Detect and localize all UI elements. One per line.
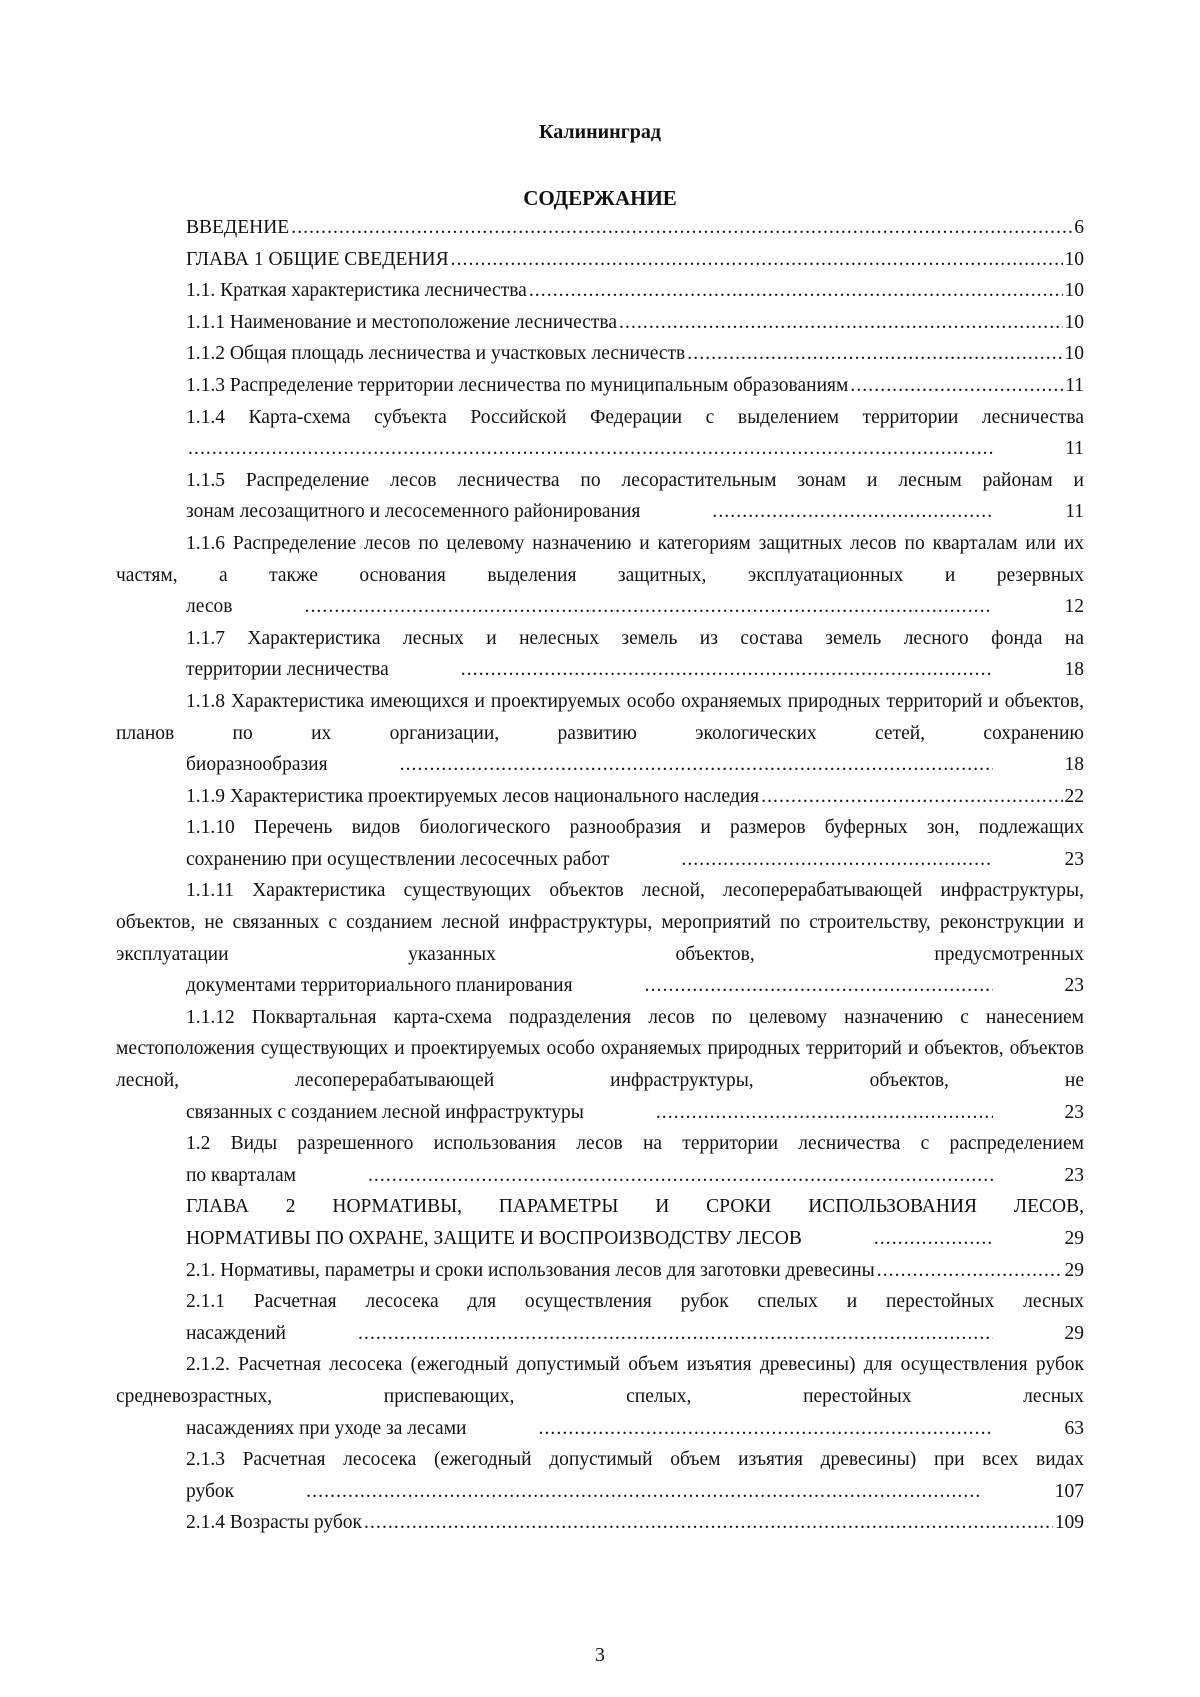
toc-entry-last-line [116, 1413, 1084, 1445]
page-number: 3 [595, 1644, 605, 1666]
toc-entry-last-line [116, 1097, 1084, 1129]
dot-leader [586, 1097, 993, 1129]
toc-entry[interactable] [116, 875, 1084, 1001]
toc-entry-label: 2.1. Нормативы, параметры и сроки использования лесов для заготовки древесины [186, 1259, 875, 1281]
table-of-contents [116, 212, 1084, 1539]
toc-entry[interactable] [116, 1191, 1084, 1254]
toc-entry[interactable] [116, 275, 1084, 307]
toc-entry-page: 10 [1064, 343, 1084, 365]
toc-title: СОДЕРЖАНИЕ [523, 186, 677, 210]
toc-entry-page: 11 [1065, 374, 1084, 396]
toc-entry-last-line [116, 1318, 1084, 1350]
toc-entry-page: 29 [1064, 1228, 1084, 1249]
toc-entry-label: биоразнообразия [186, 754, 328, 776]
dot-leader [529, 275, 1063, 307]
toc-entry-label: связанных с созданием лесной инфраструктуры [186, 1101, 584, 1123]
toc-entry-page: 109 [1054, 1512, 1084, 1534]
toc-entry-text: 1.1.12 Поквартальная карта-схема подразделения лесов по целевому назначению с нанесением местоположения существующих и проектируемых особо охраняемых природных территорий и объектов, объектов лесной, лесоперерабатывающей инфраструктуры, объектов, не [116, 1006, 1084, 1092]
toc-entry-page: 10 [1064, 311, 1084, 333]
toc-entry-page: 6 [1074, 217, 1084, 238]
toc-entry[interactable] [116, 623, 1084, 686]
toc-entry-page: 22 [1064, 785, 1084, 807]
toc-entry-label: НОРМАТИВЫ ПО ОХРАНЕ, ЗАЩИТЕ И ВОСПРОИЗВОДСТВУ ЛЕСОВ [186, 1228, 802, 1249]
toc-entry-page: 29 [1064, 1259, 1084, 1281]
dot-leader [234, 591, 992, 623]
toc-entry[interactable] [116, 402, 1084, 465]
toc-entry-last-line [116, 591, 1084, 623]
toc-entry-text: 1.1.7 Характеристика лесных и нелесных земель из состава земель лесного фонда на [186, 627, 1084, 649]
toc-entry-page: 18 [1064, 659, 1084, 681]
toc-entry[interactable] [116, 1349, 1084, 1444]
toc-entry-text: 1.1.4 Карта-схема субъекта Российской Федерации с выделением территории лесничества [186, 406, 1084, 428]
toc-entry-last-line [116, 970, 1084, 1002]
toc-entry-label: 1.1. Краткая характеристика лесничества [186, 280, 527, 302]
dot-leader [804, 1223, 993, 1255]
toc-entry-label: 1.1.1 Наименование и местоположение лесничества [186, 311, 618, 333]
toc-entry-text: 1.1.10 Перечень видов биологического разнообразия и размеров буферных зон, подлежащих [186, 817, 1084, 839]
toc-entry-label: ГЛАВА 1 ОБЩИЕ СВЕДЕНИЯ [186, 248, 449, 270]
toc-entry-page: 23 [1064, 1164, 1084, 1186]
dot-leader [687, 338, 1062, 370]
toc-entry-text: 1.1.11 Характеристика существующих объектов лесной, лесоперерабатывающей инфраструктуры, объектов, не связанных с созданием лесной инфраструктуры, мероприятий по строительству, реконструкции и эксплуатации указанных объектов, предусмотренных [116, 880, 1084, 965]
toc-entry-label: рубок [186, 1480, 235, 1502]
toc-entry[interactable] [116, 1002, 1084, 1128]
toc-entry-label: лесов [186, 596, 233, 618]
toc-entry-page: 11 [1065, 438, 1084, 460]
dot-leader [288, 1318, 993, 1350]
dot-leader [761, 781, 1062, 813]
toc-entry-label: документами территориального планирования [186, 975, 573, 997]
toc-entry-text: 1.1.6 Распределение лесов по целевому назначению и категориям защитных лесов по кварталам или их частям, а также основания выделения защитных, эксплуатационных и резервных [116, 532, 1084, 586]
dot-leader [468, 1413, 992, 1445]
toc-entry-last-line [116, 654, 1084, 686]
toc-entry[interactable] [116, 212, 1084, 244]
toc-entry-last-line [116, 433, 1084, 465]
toc-entry-page: 107 [1054, 1480, 1084, 1502]
dot-leader [291, 212, 1072, 244]
dot-leader [642, 496, 993, 528]
toc-entry-label: 1.1.3 Распределение территории лесничества по муниципальным образованиям [186, 374, 849, 396]
toc-entry[interactable] [116, 1444, 1084, 1507]
toc-entry-page: 10 [1064, 248, 1084, 270]
toc-entry[interactable] [116, 338, 1084, 370]
dot-leader [330, 749, 993, 781]
dot-leader [391, 654, 993, 686]
toc-entry[interactable] [116, 465, 1084, 528]
dot-leader [611, 844, 992, 876]
toc-entry-last-line [116, 1476, 1084, 1508]
toc-entry-page: 12 [1064, 596, 1084, 618]
dot-leader [850, 370, 1063, 402]
toc-entry-text: ГЛАВА 2 НОРМАТИВЫ, ПАРАМЕТРЫ И СРОКИ ИСПОЛЬЗОВАНИЯ ЛЕСОВ, [186, 1196, 1084, 1218]
dot-leader [877, 1255, 1063, 1287]
toc-entry[interactable] [116, 370, 1084, 402]
toc-entry-page: 63 [1064, 1417, 1084, 1439]
toc-entry-label: ВВЕДЕНИЕ [186, 217, 290, 238]
toc-entry-page: 29 [1064, 1322, 1084, 1344]
toc-entry-text: 1.1.5 Распределение лесов лесничества по лесорастительным зонам и лесным районам и [186, 469, 1084, 491]
toc-entry-page: 23 [1064, 848, 1084, 870]
toc-entry-page: 11 [1065, 501, 1084, 523]
dot-leader [619, 307, 1062, 339]
toc-entry[interactable] [116, 1128, 1084, 1191]
toc-entry-last-line [116, 496, 1084, 528]
document-location: Калининград [538, 121, 662, 143]
toc-entry-label: по кварталам [186, 1164, 296, 1186]
toc-entry-page: 18 [1064, 754, 1084, 776]
dot-leader [236, 1476, 983, 1508]
toc-entry-last-line [116, 1223, 1084, 1255]
toc-entry-page: 23 [1064, 1101, 1084, 1123]
dot-leader [451, 244, 1063, 276]
toc-entry[interactable] [116, 1286, 1084, 1349]
toc-entry[interactable] [116, 244, 1084, 276]
toc-entry[interactable] [116, 781, 1084, 813]
toc-entry[interactable] [116, 812, 1084, 875]
toc-entry-text: 2.1.1 Расчетная лесосека для осуществления рубок спелых и перестойных лесных [186, 1291, 1084, 1313]
toc-entry[interactable] [116, 307, 1084, 339]
toc-entry-last-line [116, 1160, 1084, 1192]
dot-leader [298, 1160, 993, 1192]
toc-entry-label: сохранению при осуществлении лесосечных работ [186, 848, 610, 870]
dot-leader [118, 433, 993, 465]
toc-entry-page: 10 [1064, 280, 1084, 302]
toc-entry-label: 1.1.2 Общая площадь лесничества и участковых лесничеств [186, 343, 686, 365]
toc-entry-label: зонам лесозащитного и лесосеменного районирования [186, 501, 641, 523]
toc-entry[interactable] [116, 1255, 1084, 1287]
toc-entry-text: 1.2 Виды разрешенного использования лесов на территории лесничества с распределением [186, 1133, 1084, 1155]
toc-entry-label: территории лесничества [186, 659, 389, 681]
toc-entry-last-line [116, 749, 1084, 781]
toc-entry[interactable] [116, 686, 1084, 781]
toc-entry-label: 2.1.4 Возрасты рубок [186, 1512, 363, 1534]
toc-entry[interactable] [116, 1507, 1084, 1539]
toc-entry-text: 2.1.2. Расчетная лесосека (ежегодный допустимый объем изъятия древесины) для осуществления рубок средневозрастных, приспевающих, спелых, перестойных лесных [116, 1354, 1084, 1407]
dot-leader [575, 970, 993, 1002]
toc-entry-label: 1.1.9 Характеристика проектируемых лесов национального наследия [186, 785, 760, 807]
toc-entry-label: насаждений [186, 1322, 286, 1344]
toc-entry-label: насаждениях при уходе за лесами [186, 1417, 467, 1439]
toc-entry-text: 2.1.3 Расчетная лесосека (ежегодный допустимый объем изъятия древесины) при всех видах [186, 1449, 1084, 1471]
toc-entry-last-line [116, 844, 1084, 876]
toc-entry-text: 1.1.8 Характеристика имеющихся и проектируемых особо охраняемых природных территорий и объектов, планов по их организации, развитию экологических сетей, сохранению [116, 690, 1084, 744]
toc-entry-page: 23 [1064, 975, 1084, 997]
toc-entry[interactable] [116, 528, 1084, 623]
dot-leader [364, 1507, 1053, 1539]
